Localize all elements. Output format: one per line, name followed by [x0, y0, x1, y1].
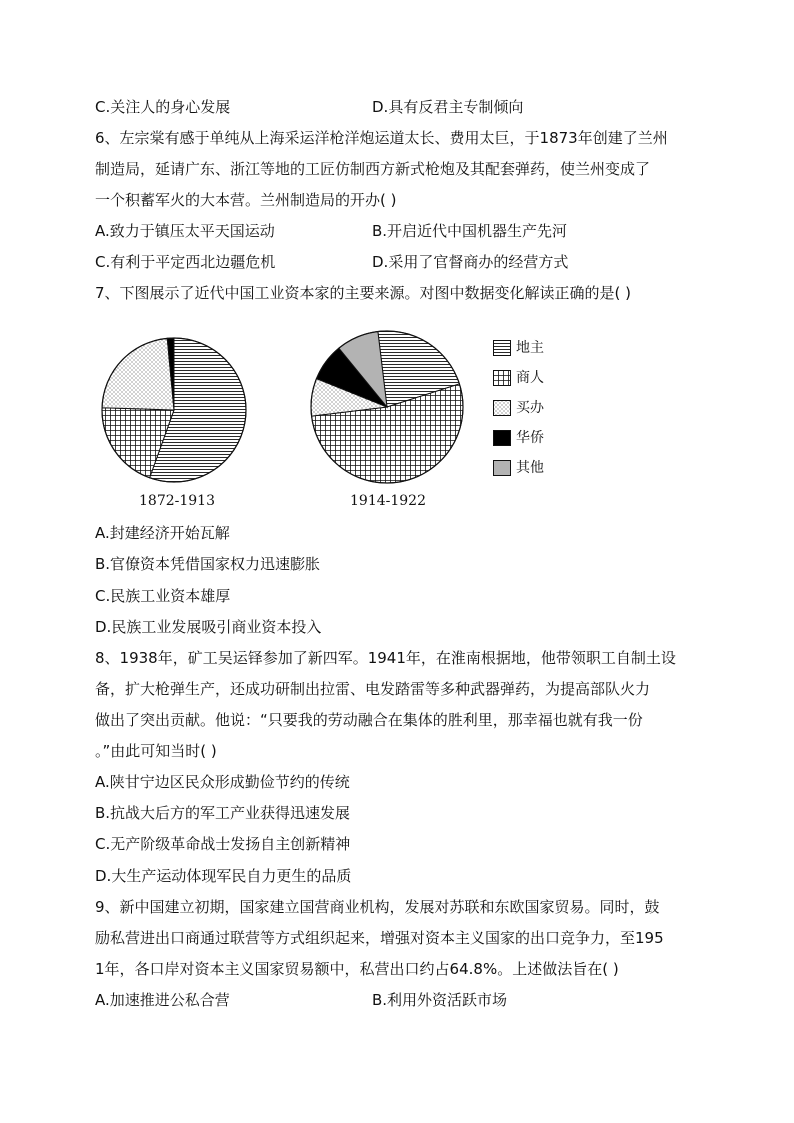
q6-option-c: C.有利于平定西北边疆危机: [95, 253, 276, 271]
q6-stem-line-3: 一个积蓄军火的大本营。兰州制造局的开办( ): [95, 191, 397, 209]
q8-stem-line-2: 备，扩大枪弹生产，还成功研制出拉雷、电发踏雷等多种武器弹药，为提高部队火力: [95, 680, 651, 698]
q9-option-b: B.利用外资活跃市场: [372, 991, 508, 1009]
pie-1914-1922: [311, 331, 463, 483]
overseas-chinese-swatch: [493, 430, 511, 446]
q9-stem-line-1: 9、新中国建立初期，国家建立国营商业机构，发展对苏联和东欧国家贸易。同时，鼓: [95, 898, 660, 916]
other-swatch: [493, 460, 511, 476]
legend-label: 其他: [516, 460, 544, 476]
q9-stem-line-3: 1年，各口岸对资本主义国家贸易额中，私营出口约占64.8%。上述做法旨在( ): [95, 960, 619, 978]
q9-stem-line-2: 励私营进出口商通过联营等方式组织起来，增强对资本主义国家的出口竞争力，至195: [95, 929, 664, 947]
q7-option-c: C.民族工业资本雄厚: [95, 587, 231, 605]
merchant-swatch: [493, 370, 511, 386]
q9-option-a: A.加速推进公私合营: [95, 991, 230, 1009]
q6-option-d: D.采用了官督商办的经营方式: [372, 253, 569, 271]
q6-stem-line-1: 6、左宗棠有感于单纯从上海采运洋枪洋炮运道太长、费用太巨，于1873年创建了兰州: [95, 129, 668, 147]
landlord-swatch: [493, 340, 511, 356]
q8-option-c: C.无产阶级革命战士发扬自主创新精神: [95, 835, 351, 853]
q5-option-d: D.具有反君主专制倾向: [372, 98, 524, 116]
q6-stem-line-2: 制造局，延请广东、浙江等地的工匠仿制西方新式枪炮及其配套弹药，使兰州变成了: [95, 160, 651, 178]
pie-1872-1913: [102, 338, 246, 482]
pie-2-label: 1914-1922: [350, 493, 426, 509]
q8-stem-line-3: 做出了突出贡献。他说：“只要我的劳动融合在集体的胜利里，那幸福也就有我一份: [95, 711, 643, 729]
q7-stem: 7、下图展示了近代中国工业资本家的主要来源。对图中数据变化解读正确的是( ): [95, 284, 632, 302]
q8-option-b: B.抗战大后方的军工产业获得迅速发展: [95, 804, 351, 822]
q6-option-b: B.开启近代中国机器生产先河: [372, 222, 568, 240]
pie-1-slice-comprador: [102, 338, 174, 410]
q7-option-d: D.民族工业发展吸引商业资本投入: [95, 618, 322, 636]
legend-label: 华侨: [516, 430, 544, 446]
legend-label: 商人: [516, 370, 544, 386]
comprador-swatch: [493, 400, 511, 416]
q8-option-a: A.陕甘宁边区民众形成勤俭节约的传统: [95, 773, 350, 791]
q5-option-c: C.关注人的身心发展: [95, 98, 231, 116]
q7-option-b: B.官僚资本凭借国家权力迅速膨胀: [95, 555, 321, 573]
q6-option-a: A.致力于镇压太平天国运动: [95, 222, 275, 240]
q8-stem-line-1: 8、1938年，矿工吴运铎参加了新四军。1941年，在淮南根据地，他带领职工自制土设: [95, 649, 676, 667]
legend-label: 地主: [516, 340, 544, 356]
q8-option-d: D.大生产运动体现军民自力更生的品质: [95, 867, 352, 885]
q7-option-a: A.封建经济开始瓦解: [95, 524, 230, 542]
pie-1-label: 1872-1913: [139, 493, 215, 509]
legend-label: 买办: [516, 400, 544, 416]
q8-stem-line-4: 。”由此可知当时( ): [95, 742, 217, 760]
